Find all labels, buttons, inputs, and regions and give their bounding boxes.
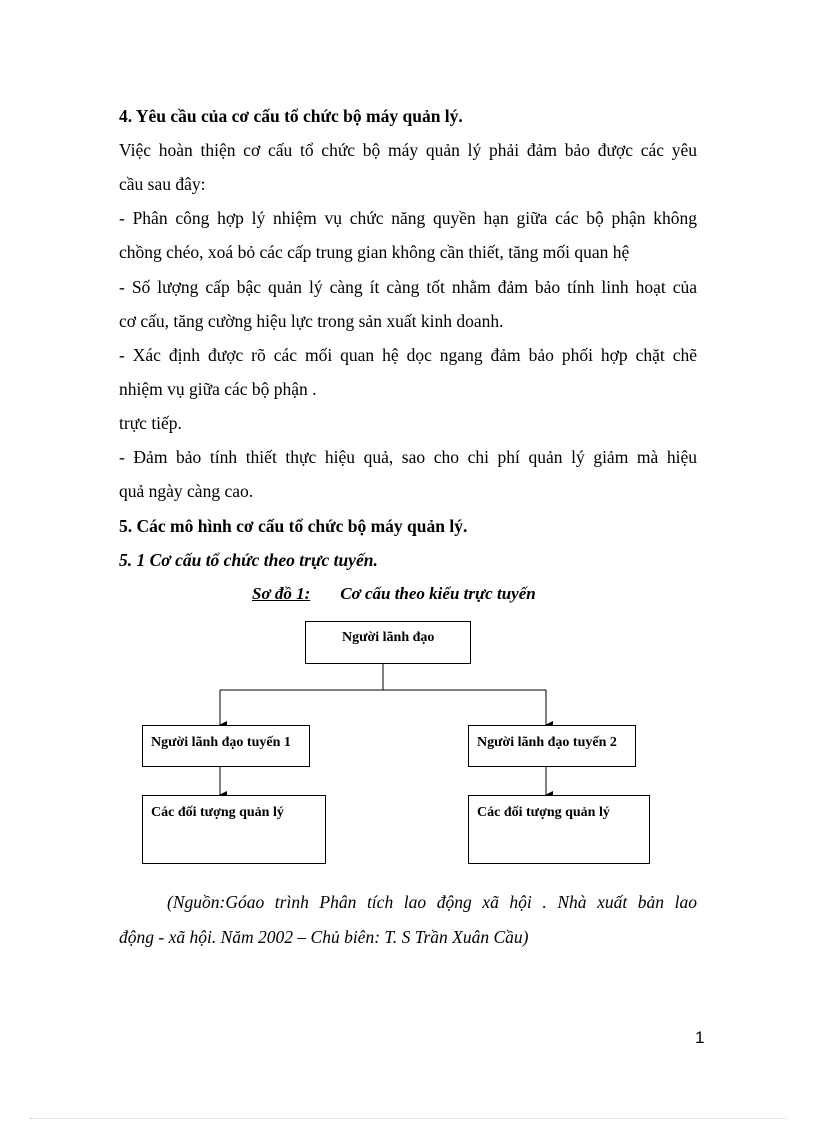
managed-objects-1-box	[142, 795, 326, 864]
root-leader-label: Người lãnh đạo	[342, 630, 435, 645]
diagram-title: Cơ cấu theo kiểu trực tuyến	[340, 584, 536, 603]
section-5-heading: 5. Các mô hình cơ cấu tổ chức bộ máy quản lý.	[119, 516, 468, 536]
diagram-label: Sơ đồ 1:	[252, 584, 311, 603]
managed-objects-2-label: Các đối tượng quản lý	[477, 805, 610, 820]
source-note-line: (Nguồn:Góao trình Phân tích lao động xã hội . Nhà xuất bản lao	[167, 892, 697, 912]
line-leader-1-label: Người lãnh đạo tuyến 1	[151, 735, 291, 750]
line-leader-1-box	[142, 725, 310, 767]
paragraph-line: trực tiếp.	[119, 413, 182, 433]
paragraph-line: chồng chéo, xoá bỏ các cấp trung gian không cần thiết, tăng mối quan hệ	[119, 242, 630, 262]
root-leader-box	[305, 621, 471, 664]
line-leader-2-label: Người lãnh đạo tuyến 2	[477, 735, 617, 750]
section-4-heading: 4. Yêu cầu của cơ cấu tổ chức bộ máy quản lý.	[119, 106, 463, 126]
source-note-line: động - xã hội. Năm 2002 – Chủ biên: T. S Trần Xuân Cầu)	[119, 927, 529, 947]
section-5-1-heading: 5. 1 Cơ cấu tổ chức theo trực tuyến.	[119, 550, 378, 570]
paragraph-line: - Phân công hợp lý nhiệm vụ chức năng quyền hạn giữa các bộ phận không	[119, 208, 697, 228]
line-leader-2-box	[468, 725, 636, 767]
paragraph-line: - Xác định được rõ các mối quan hệ dọc ngang đảm bảo phối hợp chặt chẽ	[119, 345, 697, 365]
page-bottom-rule	[30, 1118, 786, 1119]
paragraph-line: cầu sau đây:	[119, 174, 206, 194]
paragraph-line: cơ cấu, tăng cường hiệu lực trong sản xuất kinh doanh.	[119, 311, 504, 331]
managed-objects-2-box	[468, 795, 650, 864]
paragraph-line: - Số lượng cấp bậc quản lý càng ít càng tốt nhằm đảm bảo tính linh hoạt của	[119, 277, 697, 297]
paragraph-line: nhiệm vụ giữa các bộ phận .	[119, 379, 317, 399]
paragraph-line: quả ngày càng cao.	[119, 481, 254, 501]
paragraph-line: - Đảm bảo tính thiết thực hiệu quả, sao cho chi phí quản lý giảm mà hiệu	[119, 447, 697, 467]
managed-objects-1-label: Các đối tượng quản lý	[151, 805, 284, 820]
page-number: 1	[695, 1028, 705, 1047]
paragraph-line: Việc hoàn thiện cơ cấu tổ chức bộ máy quản lý phải đảm bảo được các yêu	[119, 140, 697, 160]
